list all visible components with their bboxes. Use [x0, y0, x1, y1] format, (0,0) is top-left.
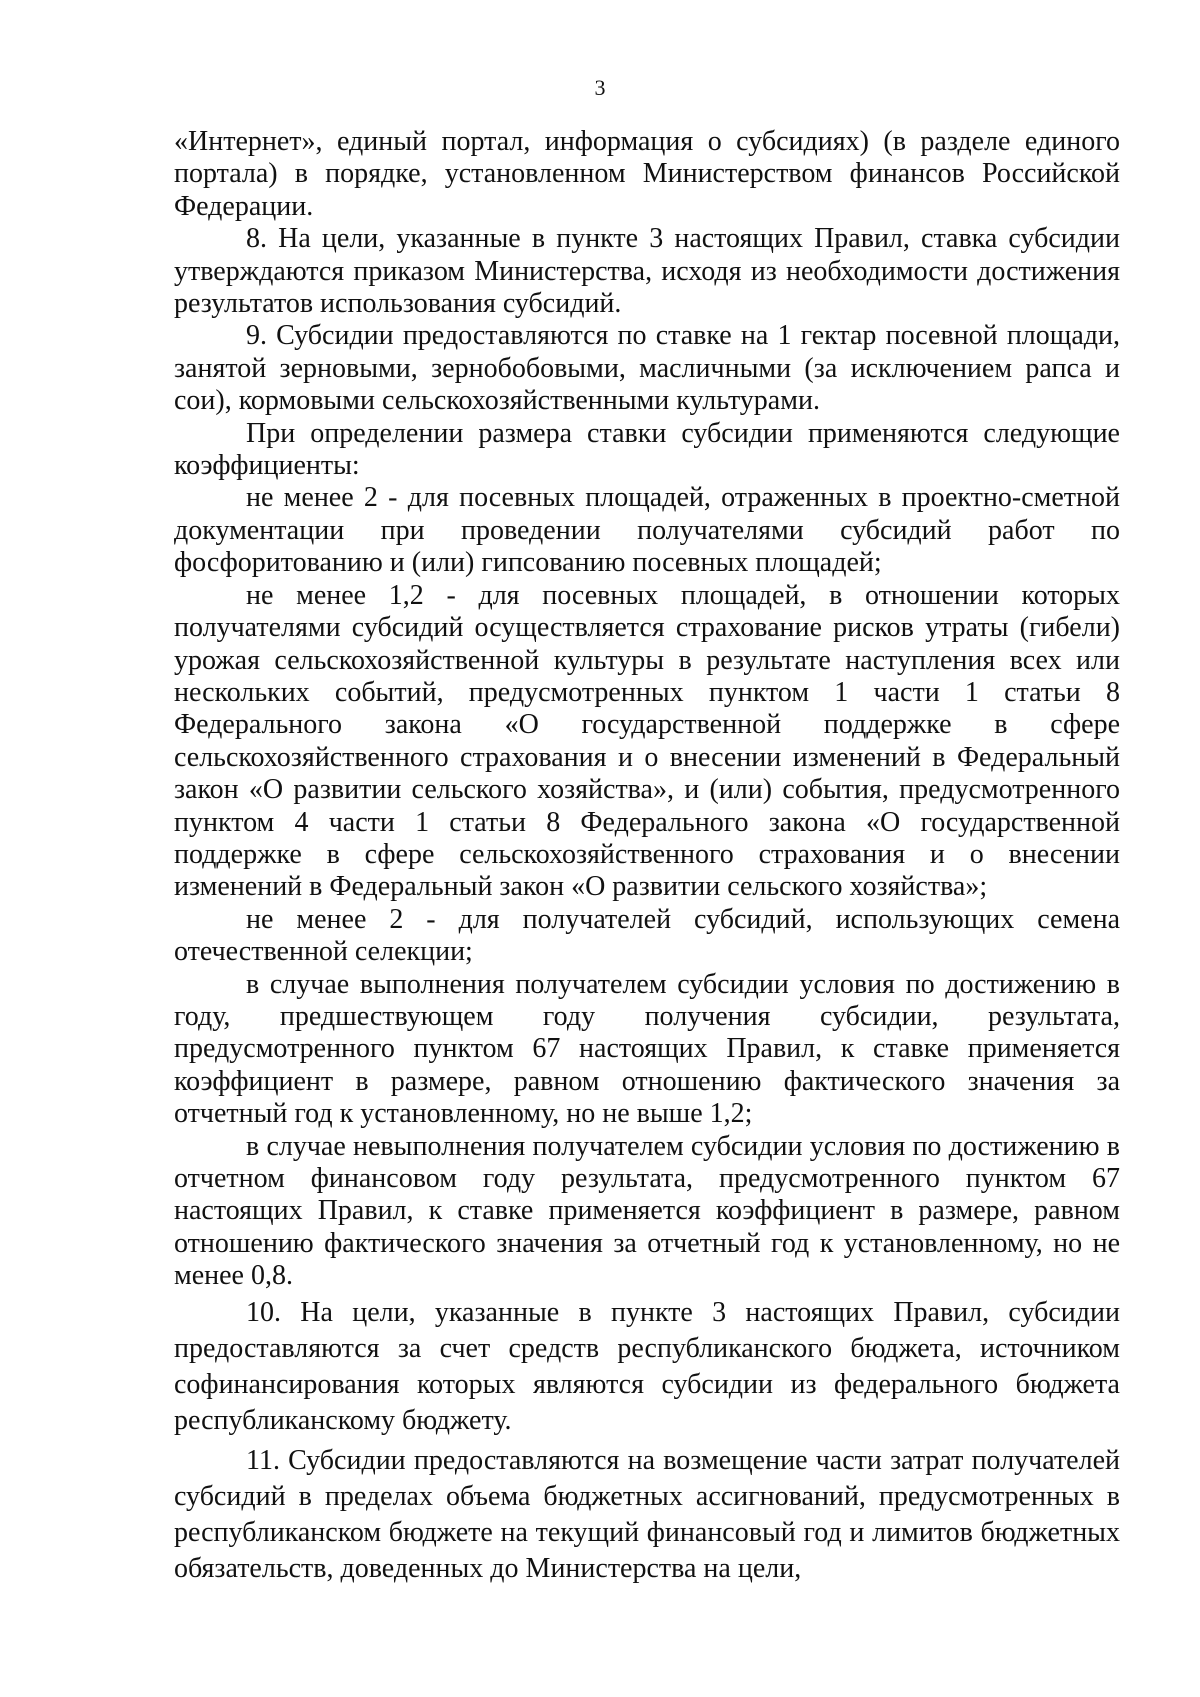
paragraph-coefficient-insurance: не менее 1,2 - для посевных площадей, в отношении которых получателями субсидий осуществляется страхование рисков утраты (гибели) урожая сельскохозяйственной культуры в результате наступления всех или нескольких событий, предусмотренных пунктом 1 части 1 статьи 8 Федерального закона «О государственной поддержке в сфере сельскохозяйственного страхования и о внесении изменений в Федеральный закон «О развитии сельского хозяйства», и (или) события, предусмотренного пунктом 4 части 1 статьи 8 Федерального закона «О государственной поддержке в сфере сельскохозяйственного страхования и о внесении изменений в Федеральный закон «О развитии сельского хозяйства»; — [174, 579, 1120, 903]
paragraph-continuation: «Интернет», единый портал, информация о субсидиях) (в разделе единого портала) в порядке, установленном Министерством финансов Российской Федерации. — [174, 126, 1120, 222]
paragraph-coefficients-intro: При определении размера ставки субсидии применяются следующие коэффициенты: — [174, 417, 1120, 482]
page-number: 3 — [594, 75, 606, 100]
paragraph-item-8: 8. На цели, указанные в пункте 3 настоящих Правил, ставка субсидии утверждаются приказом Министерства, исходя из необходимости достижения результатов использования субсидий. — [174, 223, 1120, 320]
paragraph-item-10: 10. На цели, указанные в пункте 3 настоящих Правил, субсидии предоставляются за счет средств республиканского бюджета, источником софинансирования которых являются субсидии из федерального бюджета республиканскому бюджету. — [174, 1296, 1120, 1436]
paragraph-coefficient-seeds: не менее 2 - для получателей субсидий, использующих семена отечественной селекции; — [174, 903, 1120, 968]
paragraph-item-11: 11. Субсидии предоставляются на возмещение части затрат получателей субсидий в пределах объема бюджетных ассигнований, предусмотренных в республиканском бюджете на текущий финансовый год и лимитов бюджетных обязательств, доведенных до Министерства на цели, — [174, 1444, 1120, 1584]
paragraph-coefficient-achievement: в случае выполнения получателем субсидии условия по достижению в году, предшествующем году получения субсидии, результата, предусмотренного пунктом 67 настоящих Правил, к ставке применяется коэффициент в размере, равном отношению фактического значения за отчетный год к установленному, но не выше 1,2; — [174, 968, 1120, 1130]
document-body — [174, 126, 1120, 1587]
paragraph-coefficient-non-achievement: в случае невыполнения получателем субсидии условия по достижению в отчетном финансовом году результата, предусмотренного пунктом 67 настоящих Правил, к ставке применяется коэффициент в размере, равном отношению фактического значения за отчетный год к установленному, но не менее 0,8. — [174, 1130, 1120, 1292]
paragraph-coefficient-phosphorite: не менее 2 - для посевных площадей, отраженных в проектно-сметной документации при проведении получателями субсидий работ по фосфоритованию и (или) гипсованию посевных площадей; — [174, 482, 1120, 579]
paragraph-item-9: 9. Субсидии предоставляются по ставке на 1 гектар посевной площади, занятой зерновыми, зернобобовыми, масличными (за исключением рапса и сои), кормовыми сельскохозяйственными культурами. — [174, 320, 1120, 417]
